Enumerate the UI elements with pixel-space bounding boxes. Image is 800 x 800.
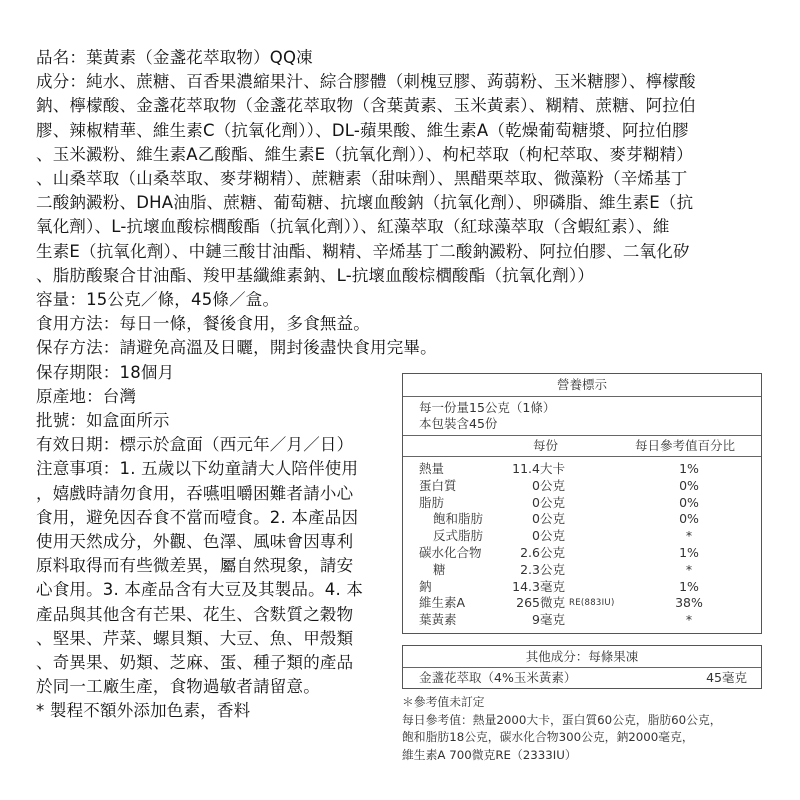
nutrient-row [403,495,761,512]
label-line-origin: 原產地：台灣 [36,386,137,406]
label-line-ingredients: 成分：純水、蔗糖、百香果濃縮果汁、綜合膠體（刺槐豆膠、蒟蒻粉、玉米糖膠）、檸檬酸 [36,72,696,92]
label-line-cautions: 、奇異果、奶類、芝麻、蛋、種子類的產品 [36,653,354,673]
nutrient-name: 蛋白質 [419,477,457,493]
nutrient-name: 糖 [433,561,446,577]
label-line-capacity: 容量：15公克／條，45條／盒。 [36,290,280,310]
label-line-ingredients: 氧化劑）、L-抗壞血酸棕櫚酸酯（抗氧化劑））、紅藻萃取（紅球藻萃取（含蝦紅素）、維 [36,217,670,237]
nutrient-row [403,562,761,579]
label-line-cautions: 、堅果、芹菜、螺貝類、大豆、魚、甲殼類 [36,628,354,648]
nutrition-footnotes [402,694,722,764]
label-line-ingredients: 、山桑萃取（山桑萃取、麥芽糊精）、蔗糖素（甜味劑）、黑醋栗萃取、微藻粉（辛烯基丁 [36,169,688,189]
nutrient-value: 0公克 [532,477,565,493]
nutrient-value: 14.3毫克 [512,578,565,594]
other-ingredient-value: 45毫克 [706,670,747,685]
nutrient-name: 脂肪 [419,494,445,510]
nutrient-percent: * [685,612,693,628]
label-line-cautions: 注意事項：1. 五歲以下幼童請大人陪伴使用 [36,459,359,479]
nutrition-column-headers [403,436,761,457]
nutrient-value: 2.3公克 [520,561,565,577]
label-line-cautions: 原料取得而有些微差異，屬自然現象，請安 [36,556,354,576]
footnote-line: 飽和脂肪18公克，碳水化合物300公克，鈉2000毫克， [402,730,694,744]
nutrient-rows [403,457,761,633]
servings-per-pack: 本包裝含45份 [419,416,498,431]
label-line-cautions: ，嬉戲時請勿食用，吞嚥咀嚼困難者請小心 [36,483,354,503]
nutrient-row [403,461,761,478]
label-line-ingredients: 、脂肪酸聚合甘油酯、羧甲基纖維素鈉、L-抗壞血酸棕櫚酸酯（抗氧化劑）） [36,265,595,285]
other-ingredients-table [402,645,762,689]
nutrient-name: 熱量 [419,461,445,476]
column-daily-percent: 每日參考值百分比 [635,438,736,453]
nutrient-value: 2.6公克 [520,544,565,560]
nutrient-row [403,579,761,596]
nutrient-row [403,595,761,612]
nutrient-name: 葉黃素 [419,612,457,628]
label-line-cautions: 於同一工廠生產，食物過敏者請留意。 [36,677,320,697]
nutrient-percent: 0% [679,477,699,493]
nutrient-percent: * [685,561,693,577]
other-ingredient-name: 金盞花萃取（4%玉米黃素） [419,670,577,685]
nutrient-percent: 0% [679,511,699,527]
nutrient-percent: * [685,528,693,544]
nutrient-row [403,478,761,495]
serving-size: 每一份量15公克（1條） [419,400,556,415]
label-line-ingredients: 鈉、檸檬酸、金盞花萃取物（金盞花萃取物（含葉黃素、玉米黃素）、糊精、蔗糖、阿拉伯 [36,96,696,116]
other-ingredients-title: 其他成分：每條果凍 [403,646,761,668]
nutrient-value: 9毫克 [532,612,565,628]
label-line-ingredients: 生素E（抗氧化劑）、中鏈三酸甘油酯、糊精、辛烯基丁二酸鈉澱粉、阿拉伯膠、二氧化矽 [36,241,690,261]
label-line-usage: 食用方法：每日一條，餐後食用，多食無益。 [36,314,370,334]
label-line-storage: 保存方法：請避免高溫及日曬，開封後盡快食用完畢。 [36,338,437,358]
nutrient-row [403,545,761,562]
nutrient-percent: 1% [679,544,699,560]
nutrient-row [403,612,761,629]
nutrient-value: 0公克 [532,528,565,544]
label-narrow-column [36,385,376,724]
nutrient-name: 碳水化合物 [419,544,482,560]
label-line-ingredients: 二酸鈉澱粉、DHA油脂、蔗糖、葡萄糖、抗壞血酸鈉（抗氧化劑）、卵磷脂、維生素E（抗 [36,193,694,213]
label-line-ingredients: 膠、辣椒精華、維生素C（抗氧化劑））、DL-蘋果酸、維生素A（乾燥葡萄糖漿、阿拉伯膠 [36,120,689,140]
nutrient-percent: 38% [675,595,703,611]
footnote-line: 維生素A 700微克RE（2333IU） [402,747,577,762]
nutrient-value: 265微克 [516,595,565,611]
other-ingredient-row [403,668,761,688]
nutrient-name: 飽和脂肪 [433,511,484,527]
nutrient-value-suffix: RE(883IU) [569,598,615,609]
footnote-line: ＊參考值未訂定 [402,695,485,709]
label-line-cautions: 心食用。3. 本產品含有大豆及其製品。4. 本 [36,580,364,600]
label-line-cautions: 使用天然成分，外觀、色澤、風味會因專利 [36,532,354,552]
nutrient-name: 維生素A [419,595,466,611]
label-line-batch: 批號：如盒面所示 [36,411,170,431]
label-line-cautions: 食用，避免因吞食不當而噎食。2. 本產品因 [36,507,359,527]
nutrient-name: 鈉 [419,578,432,594]
column-per-serving: 每份 [533,438,559,453]
nutrient-value: 11.4大卡 [512,461,565,476]
nutrient-row [403,511,761,528]
serving-info [403,397,761,436]
nutrient-value: 0公克 [532,511,565,527]
nutrient-percent: 0% [679,494,699,510]
label-line-expiry: 有效日期：標示於盒面（西元年／月／日） [36,435,354,455]
label-line-cautions: 產品與其他含有芒果、花生、含麩質之穀物 [36,604,354,624]
nutrition-title: 營養標示 [403,374,761,397]
nutrient-value: 0公克 [532,494,565,510]
nutrient-percent: 1% [679,578,699,594]
nutrient-percent: 1% [679,461,699,476]
label-line-product-name: 品名：葉黃素（金盞花萃取物）QQ凍 [36,48,313,67]
nutrient-name: 反式脂肪 [433,528,484,544]
nutrient-row [403,528,761,545]
footnote-line: 每日參考值：熱量2000大卡，蛋白質60公克，脂肪60公克， [402,712,722,727]
label-line-no-additives: * 製程不額外添加色素，香料 [36,701,251,721]
label-line-ingredients: 、玉米澱粉、維生素A乙酸酯、維生素E（抗氧化劑））、枸杞萃取（枸杞萃取、麥芽糊精） [36,144,693,164]
label-line-shelf-life: 保存期限：18個月 [36,362,175,382]
nutrition-facts-table [402,373,762,634]
